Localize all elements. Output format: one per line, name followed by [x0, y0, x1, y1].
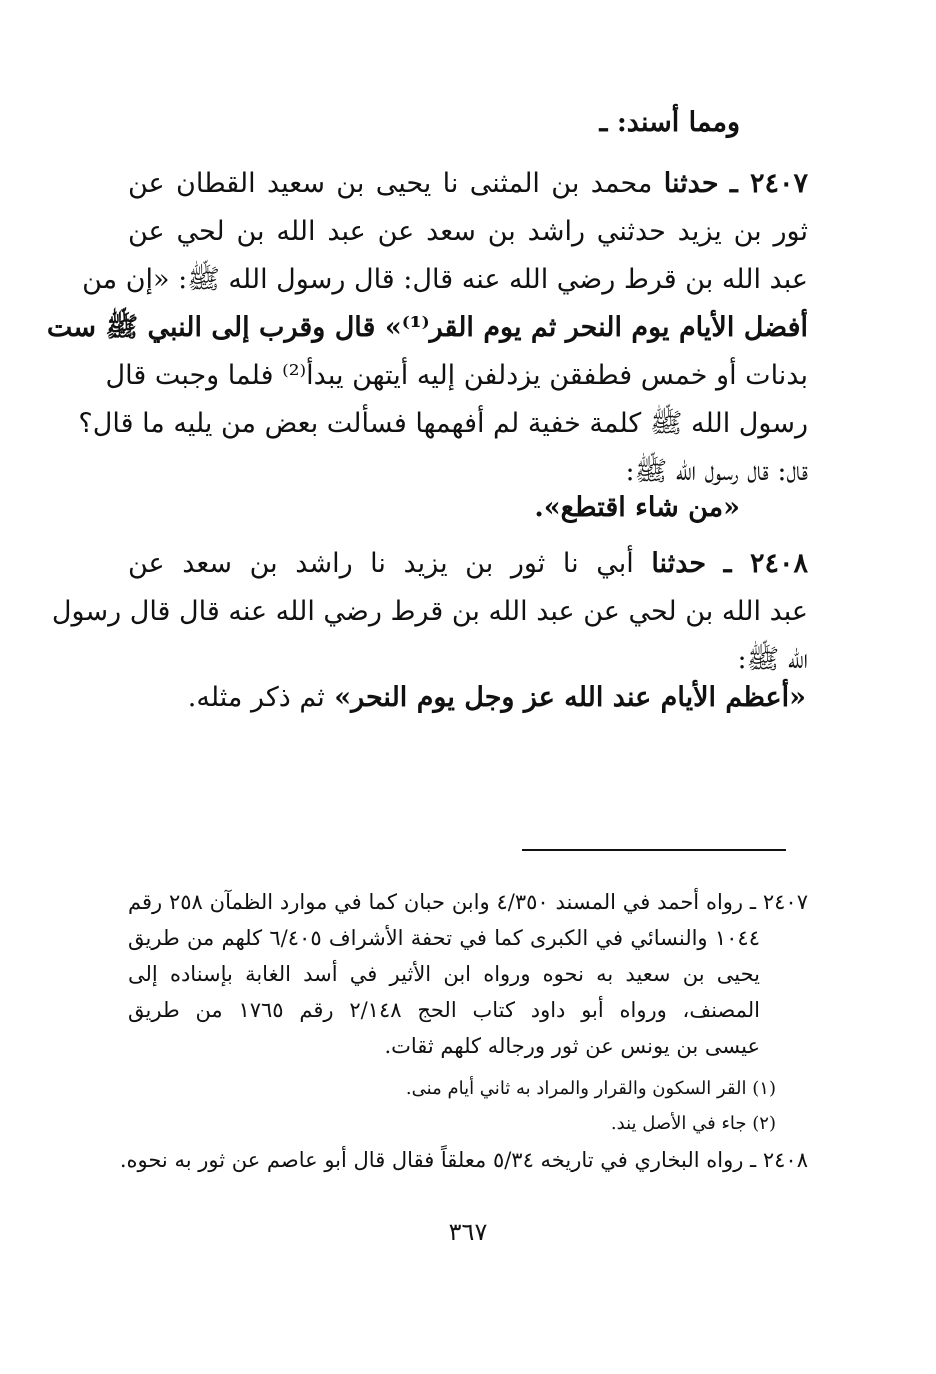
hadith-line-text: أبي نا ثور بن يزيد نا راشد بن سعد عن	[128, 548, 634, 579]
note-2408: ٢٤٠٨ ـ رواه البخاري في تاريخه ٥/٣٤ معلقاً فقال قال أبو عاصم عن ثور به نحوه.	[119, 1148, 808, 1172]
quote-text: «أعظم الأيام عند الله عز وجل يوم النحر»	[334, 682, 806, 713]
page-number: ٣٦٧	[448, 1218, 488, 1246]
hadith-line: أفضل الأيام يوم النحر ثم يوم القر⁽¹⁾» قال وقرب إلى النبي ﷺ ست	[46, 312, 808, 343]
quote-tail: ثم ذكر مثله.	[187, 682, 325, 713]
note-line: المصنف، ورواه أبو داود كتاب الحج ٢/١٤٨ رقم ١٧٦٥ من طريق	[128, 998, 760, 1022]
hadith-line: عبد الله بن قرط رضي الله عنه قال: قال رسول الله ﷺ: «إن من	[82, 264, 808, 295]
hadith-line: ثور بن يزيد حدثني راشد بن سعد عن عبد الله بن لحي عن	[128, 216, 808, 247]
footnote-1: (١) القر السكون والقرار والمراد به ثاني أيام منى.	[405, 1078, 776, 1099]
hadith-line: رسول الله ﷺ كلمة خفية لم أفهمها فسألت بعض من يليه ما قال؟	[78, 408, 808, 439]
footnote-separator	[522, 849, 786, 851]
hadith-number: ٢٤٠٨ ـ	[723, 548, 808, 579]
footnote-2: (٢) جاء في الأصل يند.	[610, 1113, 776, 1134]
hadith-number: ٢٤٠٧ ـ	[729, 168, 809, 199]
note-line: ١٠٤٤ والنسائي في الكبرى كما في تحفة الأشراف ٦/٤٠٥ كلهم من طريق	[128, 926, 760, 950]
hadith-quote: «من شاء اقتطع».	[534, 492, 740, 523]
note-line: يحيى بن سعيد به نحوه ورواه ابن الأثير في أسد الغابة بإسناده إلى	[128, 962, 760, 986]
hadith-line-text: محمد بن المثنى نا يحيى بن سعيد القطان عن	[128, 168, 653, 199]
hadith-lead-word: حدثنا	[663, 168, 719, 199]
hadith-line: بدنات أو خمس فطفقن يزدلفن إليه أيتهن يبدأ⁽²⁾ فلما وجبت قال	[105, 360, 808, 391]
hadith-line	[128, 160, 808, 208]
hadith-line: الله ﷺ:	[737, 644, 808, 675]
note-2407	[128, 884, 808, 1064]
section-heading: ومما أسند: ـ	[599, 107, 740, 138]
note-line: عيسى بن يونس عن ثور ورجاله كلهم ثقات.	[384, 1034, 760, 1058]
note-line: ٢٤٠٧ ـ رواه أحمد في المسند ٤/٣٥٠ وابن حبان كما في موارد الظمآن ٢٥٨ رقم	[128, 890, 808, 914]
hadith-line: قال: قال رسول الله ﷺ:	[625, 456, 808, 487]
hadith-2407	[46, 160, 809, 496]
hadith-quote	[188, 682, 806, 713]
hadith-line	[128, 540, 808, 588]
hadith-lead-word: حدثنا	[651, 548, 707, 579]
hadith-2408	[51, 540, 808, 684]
hadith-line: عبد الله بن لحي عن عبد الله بن قرط رضي الله عنه قال قال رسول	[51, 596, 808, 627]
